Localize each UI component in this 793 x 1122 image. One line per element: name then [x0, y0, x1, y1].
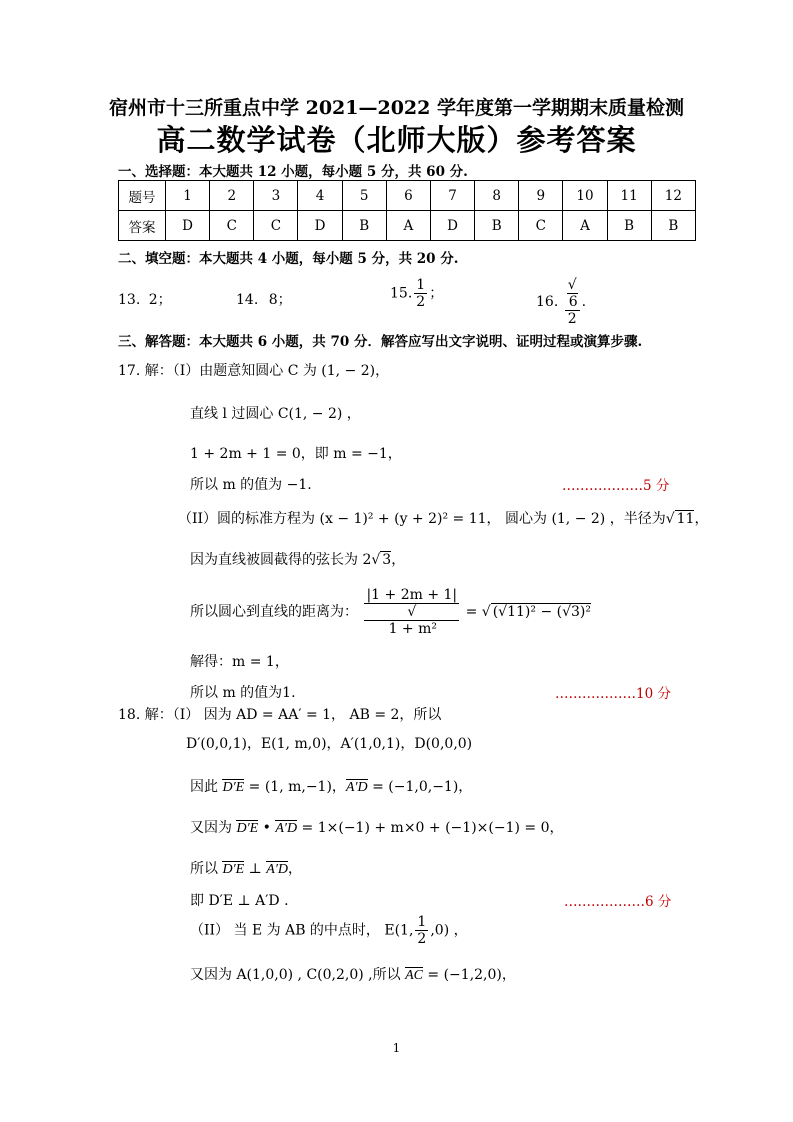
vector-AD: A′D [345, 780, 368, 795]
punctuation: . [581, 294, 587, 310]
table-cell: 3 [254, 181, 298, 211]
radicand: 3 [382, 552, 392, 568]
q17-line-1: 17. 解：（I）由题意知圆心 C 为 (1, − 2)， [118, 363, 390, 379]
fill-answer-14 [236, 289, 292, 309]
q18-line-3 [190, 776, 472, 796]
table-cell: 9 [519, 181, 563, 211]
denominator: 2 [416, 294, 426, 310]
fill-answer-15 [390, 277, 443, 310]
section-choice-heading: 一、选择题：本大题共 12 小题，每小题 5 分，共 60 分. [118, 164, 468, 180]
text: 又因为 [190, 820, 237, 836]
radicand: 11 [676, 511, 695, 527]
text: = (−1,2,0)， [422, 967, 516, 983]
q17-score-5: ………………5 分 [562, 478, 670, 494]
text: ,0) ， [430, 922, 468, 939]
table-cell: C [254, 211, 298, 241]
perp-operator: ⊥ [244, 861, 267, 877]
table-cell: 4 [298, 181, 342, 211]
q17-line-6: 因为直线被圆截得的弦长为 2√ 3， [190, 552, 406, 568]
vector-DE: D′E [222, 862, 245, 877]
q17-line-7: 所以圆心到直线的距离为： |1 + 2m + 1| √ 1 + m² = √ (√11)² − (√3)² [190, 587, 591, 637]
dot-operator: • [258, 820, 276, 836]
text: 所以 [190, 861, 223, 877]
table-header-cell: 题号 [119, 181, 166, 211]
page-number: 1 [392, 1041, 401, 1055]
table-cell: 1 [166, 181, 210, 211]
table-cell: B [651, 211, 695, 241]
denominator: 2 [567, 311, 577, 327]
question-number: 14. [236, 292, 259, 308]
table-cell: 8 [475, 181, 519, 211]
table-cell: A [386, 211, 430, 241]
numerator: 1 [417, 914, 427, 930]
section-solution-heading: 三、解答题：本大题共 6 小题，共 70 分．解答应写出文字说明、证明过程或演算步骤. [118, 334, 643, 350]
table-row-answers [119, 211, 696, 241]
q17-line-3: 1 + 2m + 1 = 0，即 m = −1， [190, 446, 402, 462]
q18-line-4 [190, 817, 564, 837]
text: = (−1,0,−1)， [367, 779, 473, 795]
answer-value: 2； [148, 292, 172, 308]
question-number: 16. [536, 294, 559, 310]
table-cell: B [342, 211, 386, 241]
exam-title: 宿州市十三所重点中学 2021—2022 学年度第一学期期末质量检测 [109, 97, 684, 119]
table-row-numbers [119, 181, 696, 211]
vector-AD: A′D [266, 862, 288, 877]
radicand: (√11)² − (√3)² [492, 604, 591, 620]
vector-DE: D′E [222, 780, 245, 795]
q18-score-6: ………………6 分 [564, 894, 672, 910]
question-number: 13. [118, 292, 141, 308]
fraction [415, 914, 428, 947]
denominator: √ 1 + m² [364, 604, 459, 637]
numerator: 1 [416, 277, 426, 293]
q17-line-8: 解得：m = 1， [190, 654, 289, 670]
text: 因此 [190, 779, 223, 795]
q17-line-2: 直线 l 过圆心 C(1, − 2) ， [190, 406, 361, 422]
choice-answer-table [118, 180, 696, 241]
q17-line-5: （II）圆的标准方程为 (x − 1)² + (y + 2)² = 11， 圆心为 (1, − 2) ，半径为√ 11， [178, 511, 709, 527]
q18-line-5 [190, 858, 302, 878]
numerator: √ 6 [565, 277, 580, 311]
question-number: 15. [390, 285, 413, 302]
equals: = [465, 604, 478, 620]
punctuation: ， [288, 861, 302, 877]
table-cell: B [475, 211, 519, 241]
table-header-cell: 答案 [119, 211, 166, 241]
q18-line-1: 18. 解：（I） 因为 AD = AA′ = 1， AB = 2，所以 [118, 707, 442, 723]
fill-answer-13 [118, 289, 172, 309]
text: 因为直线被圆截得的弦长为 2 [190, 552, 372, 568]
table-cell: 2 [210, 181, 254, 211]
punctuation: ， [391, 552, 406, 568]
q17-score-10: ………………10 分 [555, 686, 671, 702]
vector-DE: D′E [236, 821, 259, 836]
text: 所以圆心到直线的距离为： [190, 604, 358, 620]
table-cell: C [519, 211, 563, 241]
table-cell: 6 [386, 181, 430, 211]
text: 又因为 A(1,0,0) , C(0,2,0) ,所以 [190, 967, 406, 983]
table-cell: 10 [563, 181, 607, 211]
q17-line-4: 所以 m 的值为 −1. [190, 477, 312, 493]
table-cell: A [563, 211, 607, 241]
vector-AD: A′D [275, 821, 298, 836]
table-cell: D [430, 211, 474, 241]
table-cell: C [210, 211, 254, 241]
table-cell: D [298, 211, 342, 241]
text: （II） 当 E 为 AB 的中点时， E(1, [190, 922, 414, 939]
fraction [414, 277, 427, 310]
punctuation: ， [694, 511, 709, 527]
text: （II）圆的标准方程为 (x − 1)² + (y + 2)² = 11， 圆心为 (1, − 2) ，半径为 [178, 511, 666, 527]
table-cell: 7 [430, 181, 474, 211]
punctuation: ； [429, 285, 444, 302]
text: = (1, m,−1)， [244, 779, 346, 795]
section-fill-heading: 二、填空题：本大题共 4 小题，每小题 5 分，共 20 分. [118, 251, 459, 267]
table-cell: B [607, 211, 651, 241]
radicand: 1 + m² [364, 620, 459, 637]
q18-line-7 [190, 914, 468, 947]
denominator: 2 [417, 931, 427, 947]
vector-AC: AC [405, 968, 423, 983]
table-cell: 11 [607, 181, 651, 211]
radicand: 6 [568, 294, 578, 310]
q18-line-2: D′(0,0,1)，E(1, m,0)，A′(1,0,1)，D(0,0,0) [186, 736, 473, 752]
numerator: |1 + 2m + 1| [366, 587, 458, 603]
text: = 1×(−1) + m×0 + (−1)×(−1) = 0， [297, 820, 564, 836]
q17-line-9: 所以 m 的值为1. [190, 685, 296, 701]
answer-value: 8； [268, 292, 292, 308]
table-cell: D [166, 211, 210, 241]
table-cell: 12 [651, 181, 695, 211]
q18-line-8 [190, 964, 516, 984]
fill-answer-16 [536, 277, 586, 327]
table-cell: 5 [342, 181, 386, 211]
q18-line-6: 即 D′E ⊥ A′D . [190, 893, 289, 909]
fraction [565, 277, 580, 327]
answer-key-title: 高二数学试卷（北师大版）参考答案 [156, 123, 637, 157]
distance-fraction [364, 587, 459, 637]
